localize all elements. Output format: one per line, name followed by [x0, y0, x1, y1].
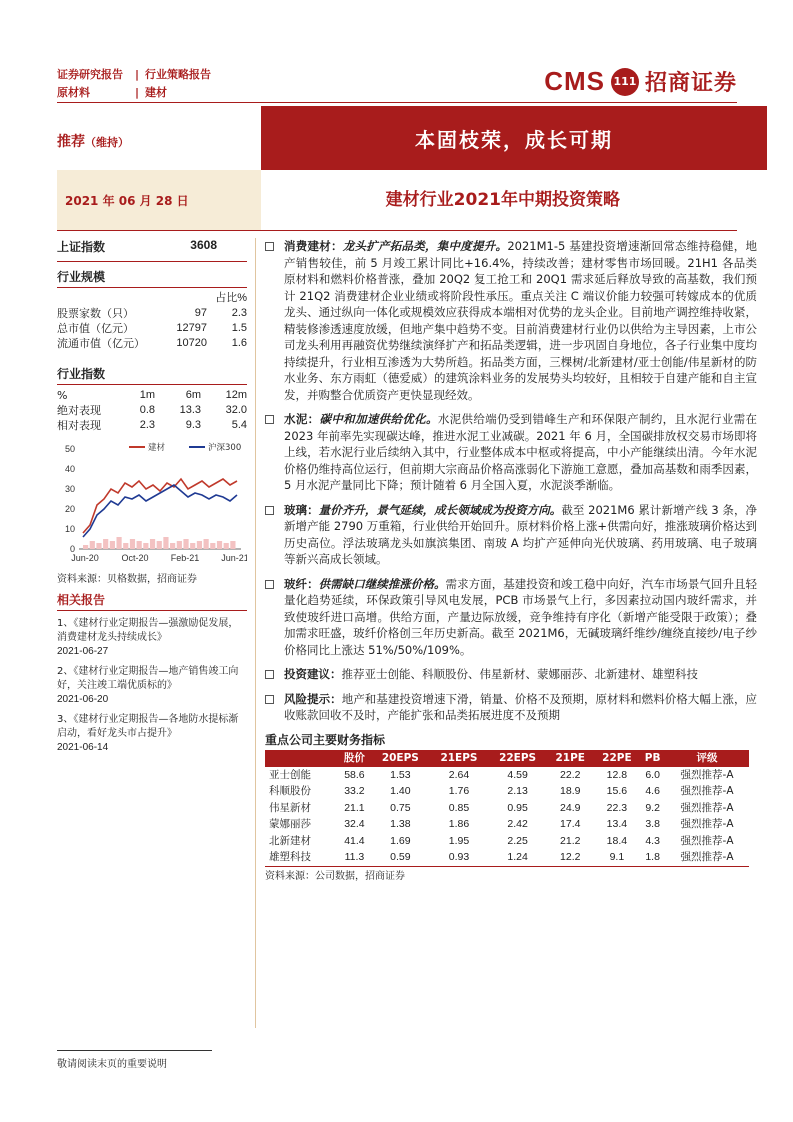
bullet-head: 玻纤：: [284, 576, 319, 591]
index-chart: [57, 439, 247, 567]
table-cell: 1.40: [390, 785, 411, 797]
table-cell: 13.4: [606, 818, 628, 830]
scale-value: 10720: [176, 337, 207, 349]
perf-1m: 0.8: [139, 404, 155, 416]
bullet-item: [265, 502, 757, 568]
checkbox-icon: [265, 695, 274, 704]
report-type: 证券研究报告: [57, 68, 123, 81]
perf-table: [57, 403, 247, 433]
table-cell: 12.8: [606, 768, 628, 781]
volume-bar: [210, 543, 215, 549]
perf-h1: 1m: [139, 389, 155, 401]
table-row: [265, 849, 749, 866]
perf-row: [57, 418, 247, 433]
related-date: 2021-06-27: [57, 646, 109, 657]
volume-bar: [183, 539, 188, 549]
bullet-body: 水泥供给端仍受到错峰生产和环保限产制约，且水泥行业需在 2023 年前率先实现碳达峰，推进水泥工业减碳。2021 年 6 月，全国碳排放权交易市场即将上线，若水泥行业后续纳入其中，行业整体成本中枢或将提高，中小产能继续出清。今年水泥价格仍维持高位运行，但前期大宗商品价格高涨弱化下游施工意愿，叠加高基数和雨季因素，5 月水泥产量同比下降；预计随着 6 月全国入夏，水泥淡季渐临。: [284, 412, 758, 492]
scale-row: [57, 321, 247, 336]
left-column: [57, 238, 247, 755]
table-cell: 9.1: [594, 849, 641, 866]
bullet-lead: 供需缺口继续推涨价格。: [318, 576, 446, 591]
table-cell: 2.42: [507, 818, 528, 830]
volume-bar: [83, 545, 88, 549]
related-item[interactable]: [57, 665, 247, 707]
volume-bar: [110, 541, 115, 549]
scale-name: 股票家数（只）: [57, 307, 134, 320]
scale-pct: 2.3: [231, 307, 247, 319]
legend-label: 沪深300: [208, 443, 242, 453]
table-cell: 24.9: [560, 801, 581, 814]
volume-bar: [204, 539, 209, 549]
bullet-text: [284, 666, 757, 683]
table-cell: 6.0: [645, 768, 660, 781]
perf-h3: 12m: [225, 389, 247, 401]
fin-header-cell: 评级: [665, 750, 749, 767]
report-header: [57, 66, 211, 102]
table-cell: 1.53: [390, 768, 411, 781]
table-cell: 1.76: [448, 785, 470, 797]
index-chart-svg: [57, 439, 247, 567]
table-cell: 1.69: [390, 834, 411, 847]
volume-bar: [143, 543, 148, 549]
table-cell: 18.4: [606, 834, 628, 847]
perf-6m: 13.3: [179, 404, 201, 416]
scale-pct: 1.5: [231, 322, 247, 334]
legend-label: 建材: [148, 443, 166, 453]
bullet-lead: 龙头扩产拓品类，集中度提升。: [342, 239, 508, 253]
bullet-body: 截至 2021M6 累计新增产线 3 条，净新增产能 2790 万重箱，行业供给开始回升。原材料价格上涨+供需向好，推涨玻璃价格达到历史高位。浮法玻璃龙头如旗滨集团、南玻 A 均扩产延伸向光伏玻璃、药用玻璃、电子玻璃等新兴高成长领域。: [284, 502, 758, 566]
related-item[interactable]: [57, 713, 247, 755]
table-cell: 2.64: [448, 768, 470, 781]
fin-header-cell: 22EPS: [488, 750, 547, 767]
table-cell: 1.38: [390, 818, 411, 830]
table-cell: 0.75: [390, 801, 411, 814]
fin-header-row: [265, 750, 749, 767]
index-row: [57, 238, 247, 255]
header-sep: |: [135, 68, 140, 81]
index-label: 上证指数: [57, 240, 106, 254]
company-logo: [544, 66, 737, 97]
scale-value: 97: [194, 307, 207, 319]
report-subtitle: 建材行业2021年中期投资策略: [385, 190, 620, 210]
fin-header-cell: 21PE: [547, 750, 594, 767]
bullet-item: [265, 666, 757, 683]
bullet-body: 需求方面，基建投资和竣工稳中向好，汽车市场景气回升且轻量化趋势延续，环保政策引导风电发展，PCB 市场景气上行，多因素拉动国内玻纤需求，并致使玻纤进口高增。供给方面，产量边际放缓，竞争维持有序化（新增产能受限于政策）；叠加需求旺盛，玻纤价格创三年历史新高。截至 2021M6，无碱玻璃纤维纱/缠绕直接纱/电子纱价格同比上涨达 51%/50%/109%。: [284, 576, 758, 657]
fin-header-cell: 20EPS: [371, 750, 430, 767]
volume-bar: [217, 541, 222, 549]
logo-badge-icon: 111: [611, 68, 639, 96]
volume-bar: [170, 543, 175, 549]
bullet-head: 水泥：: [284, 412, 320, 426]
table-cell: 4.59: [507, 768, 528, 781]
scale-header-row: [57, 291, 247, 306]
related-text: 1、《建材行业定期报告—强激励促发展，消费建材龙头持续成长》: [57, 618, 239, 643]
report-category: 行业策略报告: [145, 68, 212, 81]
sector: 原材料: [57, 86, 90, 99]
table-row: [265, 767, 749, 784]
perf-12m: 5.4: [231, 419, 247, 431]
table-cell: 3.8: [645, 818, 660, 830]
table-cell: 12.2: [547, 849, 594, 866]
table-cell: 强烈推荐-A: [680, 768, 734, 781]
rating-main: 推荐: [57, 134, 85, 150]
bullet-text: [284, 691, 757, 724]
table-cell: 41.4: [344, 834, 365, 847]
table-cell: 强烈推荐-A: [680, 818, 734, 830]
perf-1m: 2.3: [139, 419, 155, 431]
related-title: 相关报告: [57, 591, 247, 611]
table-cell: 0.85: [448, 801, 470, 814]
header-sep-2: |: [135, 86, 140, 99]
bullet-list: [265, 238, 757, 724]
logo-cms: CMS: [544, 66, 605, 96]
volume-bar: [163, 537, 168, 549]
rating: [57, 131, 129, 151]
table-cell: 18.9: [560, 785, 581, 797]
perf-title: 行业指数: [57, 365, 247, 385]
fin-header-cell: 22PE: [594, 750, 641, 767]
fin-header-cell: [265, 750, 338, 767]
bullet-lead: 碳中和加速供给优化。: [319, 412, 438, 426]
pct-header: 占比%: [215, 292, 247, 304]
scale-row: [57, 336, 247, 351]
bullet-body: 推荐亚士创能、科顺股份、伟星新材、蒙娜丽莎、北新建材、雄塑科技: [341, 667, 698, 681]
checkbox-icon: [265, 506, 274, 515]
table-cell: 21.1: [344, 801, 365, 814]
table-cell: 33.2: [344, 785, 365, 797]
table-row: [265, 800, 749, 817]
chart-source: 资料来源：贝格数据，招商证券: [57, 574, 197, 585]
volume-bar: [177, 541, 182, 549]
fin-body: [265, 767, 749, 867]
related-text: 3、《建材行业定期报告—各地防水提标渐启动，看好龙头市占提升》: [57, 714, 239, 739]
bullet-text: [284, 411, 757, 494]
bullet-body: 地产和基建投资增速下滑，销量、价格不及预期，原材料和燃料价格大幅上涨，应收账款回收不及时，产能扩张和品类拓展进度不及预期: [284, 691, 757, 722]
x-tick-label: Oct-20: [121, 553, 149, 563]
related-text: 2、《建材行业定期报告—地产销售竣工向好，关注竣工端优质标的》: [57, 666, 239, 691]
y-tick-label: 30: [64, 484, 75, 494]
report-title: 本固枝荣，成长可期: [261, 106, 767, 170]
related-item[interactable]: [57, 617, 247, 659]
y-tick-label: 0: [69, 544, 75, 554]
header-divider: [57, 102, 737, 103]
fin-title: 重点公司主要财务指标: [265, 732, 386, 747]
bullet-item: [265, 411, 757, 494]
table-cell: 15.6: [606, 785, 628, 797]
bullet-head: 风险提示：: [284, 691, 342, 706]
index-value: 3608: [190, 238, 217, 252]
perf-12m: 32.0: [225, 404, 247, 416]
volume-bar: [130, 539, 135, 549]
checkbox-icon: [265, 580, 274, 589]
y-tick-label: 50: [64, 444, 75, 454]
series-line-hs300: [83, 485, 237, 537]
volume-bar: [224, 543, 229, 549]
scale-row: [57, 306, 247, 321]
table-cell: 亚士创能: [269, 768, 311, 781]
table-cell: 1.86: [448, 818, 470, 830]
table-row: [265, 833, 749, 850]
fin-header-cell: PB: [640, 750, 665, 767]
table-cell: 17.4: [560, 818, 581, 830]
perf-header-row: [57, 388, 247, 403]
table-row: [265, 816, 749, 833]
fin-header-cell: 股价: [338, 750, 371, 767]
volume-bar: [96, 543, 101, 549]
bullet-lead: 量价齐升，景气延续，成长领域成为投资方向。: [318, 502, 562, 517]
bullet-head: 投资建议：: [284, 667, 342, 681]
table-cell: 4.6: [645, 785, 660, 797]
table-cell: 科顺股份: [269, 785, 311, 797]
related-date: 2021-06-20: [57, 694, 109, 705]
right-column: [265, 238, 757, 885]
bullet-body: 2021M1-5 基建投资增速渐回常态维持稳健，地产销售较佳，前 5 月竣工累计同比+16.4%，持续改善；建材零售市场回暖。21H1 各品类原材料和燃料价格普涨，叠加 20Q2 复工抢工和 20Q1 需求延后释放导致的高基数，我们预计 21Q2 消费建材企业业绩或将阶段性承压。重点关注 C 端议价能力较强可转嫁成本的优质龙头、通过纵向一体化或规模效应获得成本端相对优势的龙头企业。目前地产调控维持收紧，精装修渗透速度放缓，但地产集中趋势不变。目前消费建材行业仍以供给为主导因素，上市公司龙头利用再融资优势继续演绎扩产和拓品类逻辑，进一步巩固自身地位，各子行业集中度均持续提升，行业相互渗透为大势所趋。拓品类方面，三棵树/北新建材/亚士创能/伟星新材的防水业务、东方雨虹（德爱威）的建筑涂料业务的发展势头均较好，且相较于自建产能和自主宣发，并购整合优质资产更快显现经效。: [284, 239, 757, 402]
table-cell: 22.2: [560, 768, 581, 781]
volume-bar: [230, 541, 235, 549]
table-cell: 0.59: [371, 849, 430, 866]
bullet-text: [284, 576, 757, 659]
table-cell: 11.3: [338, 849, 371, 866]
volume-bar: [190, 543, 195, 549]
table-cell: 伟星新材: [269, 801, 311, 814]
bullet-item: [265, 238, 757, 403]
perf-name: 相对表现: [57, 419, 101, 432]
scale-name: 流通市值（亿元）: [57, 337, 145, 350]
perf-name: 绝对表现: [57, 404, 101, 417]
bullet-text: [284, 238, 757, 403]
table-cell: 蒙娜丽莎: [269, 818, 311, 830]
x-tick-label: Feb-21: [170, 553, 200, 563]
volume-bar: [197, 541, 202, 549]
table-cell: 北新建材: [269, 834, 311, 847]
volume-bar: [150, 539, 155, 549]
logo-cn: 招商证券: [644, 71, 737, 96]
table-cell: 21.2: [560, 834, 581, 847]
related-list: [57, 617, 247, 755]
checkbox-icon: [265, 415, 274, 424]
related-date: 2021-06-14: [57, 742, 109, 753]
section-divider: [57, 230, 737, 231]
fin-source: 资料来源：公司数据，招商证券: [265, 870, 405, 882]
table-cell: 强烈推荐-A: [680, 834, 734, 847]
fin-table: [265, 750, 749, 867]
table-cell: 强烈推荐-A: [665, 849, 749, 866]
table-cell: 9.2: [645, 801, 660, 814]
report-date: 2021 年 06 月 28 日: [57, 170, 261, 230]
x-tick-label: Jun-21: [221, 553, 247, 563]
footer-divider: [57, 1050, 212, 1051]
volume-bar: [157, 541, 162, 549]
scale-table: [57, 306, 247, 351]
perf-row: [57, 403, 247, 418]
table-cell: 2.25: [507, 834, 528, 847]
volume-bar: [123, 543, 128, 549]
bullet-head: 玻璃：: [284, 502, 319, 517]
sub-sector: 建材: [145, 86, 168, 99]
y-tick-label: 40: [64, 464, 75, 474]
table-cell: 58.6: [344, 768, 365, 781]
volume-bar: [116, 537, 121, 549]
volume-bar: [90, 541, 95, 549]
scale-name: 总市值（亿元）: [57, 322, 134, 335]
footer-note: 敬请阅读末页的重要说明: [57, 1059, 167, 1070]
y-tick-label: 10: [64, 524, 75, 534]
x-tick-label: Jun-20: [71, 553, 99, 563]
checkbox-icon: [265, 242, 274, 251]
scale-value: 12797: [176, 322, 207, 334]
perf-h2: 6m: [185, 389, 201, 401]
checkbox-icon: [265, 670, 274, 679]
bullet-text: [284, 502, 757, 568]
table-cell: 2.13: [507, 785, 528, 797]
table-cell: 1.95: [448, 834, 470, 847]
scale-pct: 1.6: [231, 337, 247, 349]
rating-sub: （维持）: [85, 136, 129, 149]
volume-bar: [103, 539, 108, 549]
table-cell: 0.95: [507, 801, 528, 814]
volume-bar: [137, 541, 142, 549]
table-cell: 强烈推荐-A: [680, 785, 734, 797]
table-cell: 0.93: [430, 849, 489, 866]
table-cell: 1.24: [488, 849, 547, 866]
table-cell: 雄塑科技: [265, 849, 338, 866]
table-row: [265, 783, 749, 800]
perf-6m: 9.3: [185, 419, 201, 431]
perf-h0: %: [57, 389, 68, 402]
scale-title: 行业规模: [57, 261, 247, 288]
table-cell: 22.3: [606, 801, 628, 814]
y-tick-label: 20: [64, 504, 75, 514]
bullet-head: 消费建材：: [284, 239, 343, 253]
fin-header-cell: 21EPS: [430, 750, 489, 767]
bullet-item: [265, 576, 757, 659]
bullet-item: [265, 691, 757, 724]
table-cell: 32.4: [344, 818, 365, 830]
column-divider: [255, 238, 256, 1028]
table-cell: 1.8: [640, 849, 665, 866]
table-cell: 强烈推荐-A: [680, 801, 734, 814]
table-cell: 4.3: [645, 834, 660, 847]
